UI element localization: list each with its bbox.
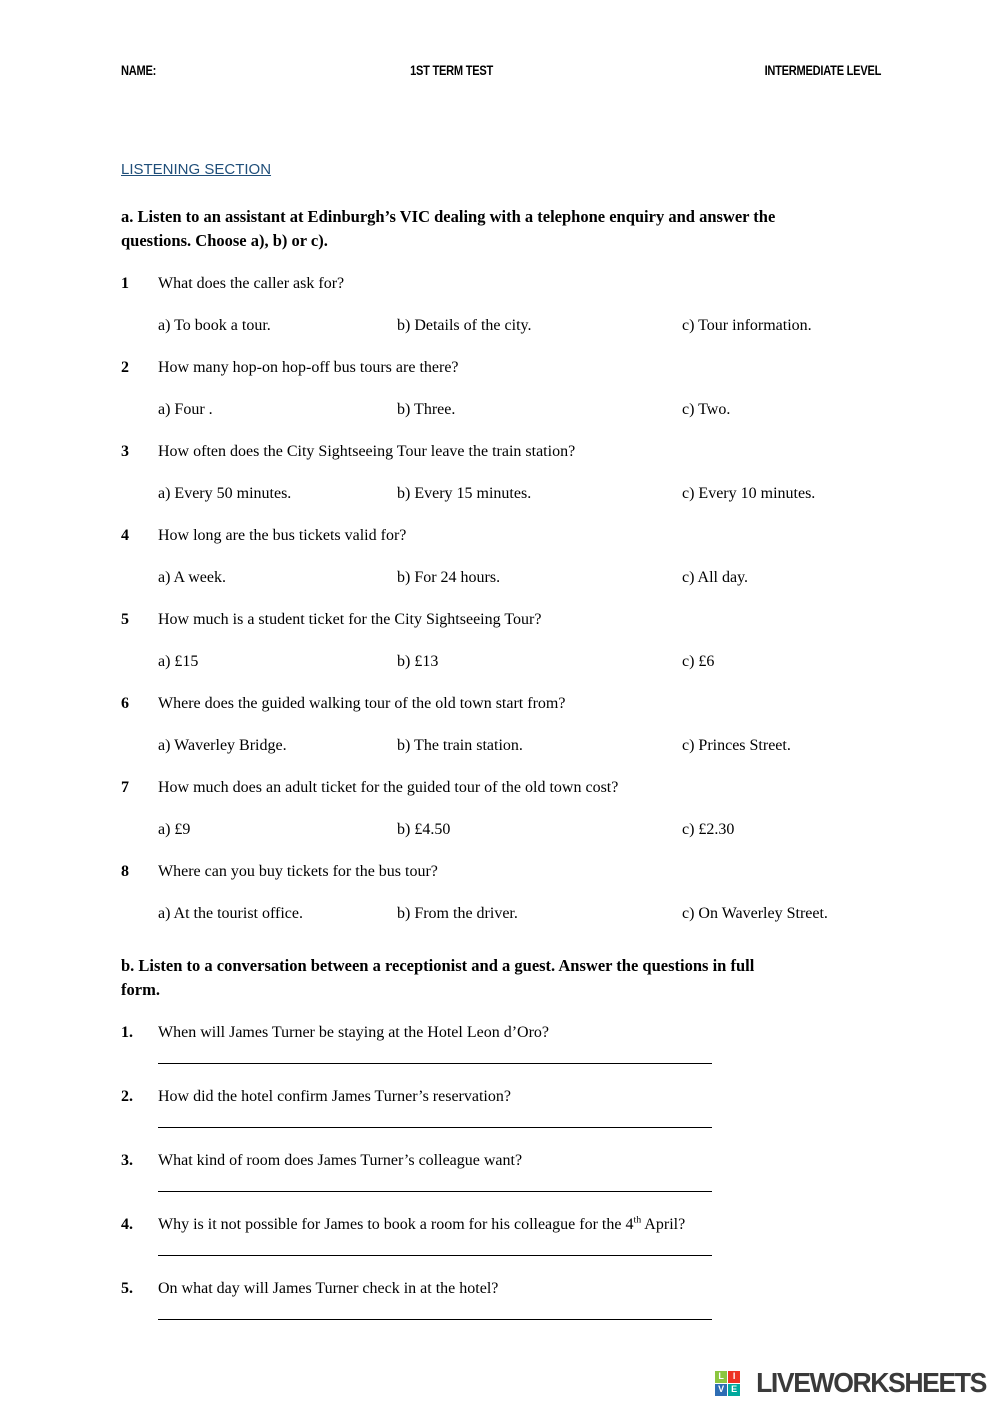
mcq-question-3 bbox=[121, 441, 881, 504]
mcq-question-4 bbox=[121, 525, 881, 588]
worksheet-content bbox=[121, 161, 881, 1342]
mcq-question-5 bbox=[121, 609, 881, 672]
open-question-2 bbox=[121, 1086, 881, 1128]
question-text-pre: On what day will James Turner check in at the hotel? bbox=[158, 1280, 499, 1297]
option-b[interactable]: b) Three. bbox=[397, 401, 456, 418]
option-a[interactable]: a) Every 50 minutes. bbox=[158, 485, 292, 502]
question-text-pre: What kind of room does James Turner’s colleague want? bbox=[158, 1152, 523, 1169]
option-c[interactable]: c) £6 bbox=[682, 653, 715, 670]
question-text-pre: Why is it not possible for James to book a room for his colleague for the 4 bbox=[158, 1216, 634, 1233]
option-b[interactable]: b) £4.50 bbox=[397, 821, 451, 838]
mcq-question-2 bbox=[121, 357, 881, 420]
question-number: 5 bbox=[121, 611, 129, 628]
question-number: 8 bbox=[121, 863, 129, 880]
question-number: 2 bbox=[121, 359, 129, 376]
open-question-4 bbox=[121, 1214, 881, 1256]
question-number: 2. bbox=[121, 1088, 133, 1105]
part-b-instructions bbox=[121, 954, 881, 1002]
question-text-pre: When will James Turner be staying at the Hotel Leon d’Oro? bbox=[158, 1024, 550, 1041]
question-text: How much does an adult ticket for the guided tour of the old town cost? bbox=[158, 779, 619, 796]
option-a[interactable]: a) A week. bbox=[158, 569, 226, 586]
question-number: 4. bbox=[121, 1216, 133, 1233]
logo-cell-v: V bbox=[715, 1384, 727, 1396]
option-a[interactable]: a) Waverley Bridge. bbox=[158, 737, 287, 754]
logo-cell-i: I bbox=[728, 1371, 740, 1383]
question-text: How much is a student ticket for the City Sightseeing Tour? bbox=[158, 611, 542, 628]
answer-blank-line[interactable] bbox=[158, 1299, 712, 1320]
logo-cell-e: E bbox=[728, 1384, 740, 1396]
open-question-5 bbox=[121, 1278, 881, 1320]
mcq-question-6 bbox=[121, 693, 881, 756]
part-b-instructions-line2: form. bbox=[121, 980, 160, 999]
name-label: NAME: bbox=[121, 63, 157, 78]
option-c[interactable]: c) £2.30 bbox=[682, 821, 735, 838]
option-b[interactable]: b) Every 15 minutes. bbox=[397, 485, 532, 502]
level-label: INTERMEDIATE LEVEL bbox=[764, 63, 881, 78]
option-c[interactable]: c) All day. bbox=[682, 569, 749, 586]
question-text bbox=[158, 1086, 881, 1107]
options-row bbox=[158, 315, 881, 336]
listening-section-title: LISTENING SECTION bbox=[121, 161, 272, 178]
page-header bbox=[121, 63, 881, 78]
options-row bbox=[158, 651, 881, 672]
option-a[interactable]: a) £9 bbox=[158, 821, 191, 838]
answer-blank-line[interactable] bbox=[158, 1043, 712, 1064]
option-c[interactable]: c) On Waverley Street. bbox=[682, 905, 828, 922]
question-text-pre: How did the hotel confirm James Turner’s reservation? bbox=[158, 1088, 511, 1105]
options-row bbox=[158, 735, 881, 756]
logo-cell-l: L bbox=[715, 1371, 727, 1383]
option-a[interactable]: a) £15 bbox=[158, 653, 199, 670]
option-c[interactable]: c) Princes Street. bbox=[682, 737, 791, 754]
question-text: How long are the bus tickets valid for? bbox=[158, 527, 407, 544]
option-a[interactable]: a) Four . bbox=[158, 401, 213, 418]
answer-blank-line[interactable] bbox=[158, 1171, 712, 1192]
question-number: 1 bbox=[121, 275, 129, 292]
question-number: 5. bbox=[121, 1280, 133, 1297]
question-text-post: April? bbox=[641, 1216, 686, 1233]
options-row bbox=[158, 567, 881, 588]
options-row bbox=[158, 903, 881, 924]
mcq-question-1 bbox=[121, 273, 881, 336]
open-question-1 bbox=[121, 1022, 881, 1064]
option-c[interactable]: c) Every 10 minutes. bbox=[682, 485, 816, 502]
option-c[interactable]: c) Two. bbox=[682, 401, 731, 418]
question-text bbox=[158, 1150, 881, 1171]
question-number: 3. bbox=[121, 1152, 133, 1169]
question-number: 6 bbox=[121, 695, 129, 712]
part-a-instructions bbox=[121, 205, 881, 253]
question-text: What does the caller ask for? bbox=[158, 275, 345, 292]
question-text: Where can you buy tickets for the bus tour? bbox=[158, 863, 438, 880]
option-b[interactable]: b) Details of the city. bbox=[397, 317, 532, 334]
question-text: Where does the guided walking tour of the old town start from? bbox=[158, 695, 566, 712]
answer-blank-line[interactable] bbox=[158, 1235, 712, 1256]
question-text-superscript: th bbox=[633, 1214, 642, 1226]
liveworksheets-footer bbox=[715, 1367, 986, 1399]
option-b[interactable]: b) The train station. bbox=[397, 737, 523, 754]
open-question-3 bbox=[121, 1150, 881, 1192]
option-b[interactable]: b) For 24 hours. bbox=[397, 569, 501, 586]
part-a-instructions-line1: a. Listen to an assistant at Edinburgh’s VIC dealing with a telephone enquiry and answer the bbox=[121, 207, 776, 226]
liveworksheets-logo-icon bbox=[715, 1371, 740, 1396]
mcq-question-7 bbox=[121, 777, 881, 840]
answer-blank-line[interactable] bbox=[158, 1107, 712, 1128]
options-row bbox=[158, 483, 881, 504]
test-title: 1ST TERM TEST bbox=[409, 63, 493, 78]
options-row bbox=[158, 819, 881, 840]
question-number: 4 bbox=[121, 527, 129, 544]
liveworksheets-brand: LIVEWORKSHEETS bbox=[756, 1367, 986, 1398]
option-a[interactable]: a) To book a tour. bbox=[158, 317, 271, 334]
question-number: 1. bbox=[121, 1024, 133, 1041]
option-a[interactable]: a) At the tourist office. bbox=[158, 905, 303, 922]
option-c[interactable]: c) Tour information. bbox=[682, 317, 812, 334]
part-a-instructions-line2: questions. Choose a), b) or c). bbox=[121, 231, 328, 250]
mcq-question-8 bbox=[121, 861, 881, 924]
options-row bbox=[158, 399, 881, 420]
question-text bbox=[158, 1022, 881, 1043]
question-number: 3 bbox=[121, 443, 129, 460]
option-b[interactable]: b) £13 bbox=[397, 653, 439, 670]
question-text bbox=[158, 1214, 881, 1235]
question-text: How many hop-on hop-off bus tours are there? bbox=[158, 359, 459, 376]
option-b[interactable]: b) From the driver. bbox=[397, 905, 518, 922]
question-text: How often does the City Sightseeing Tour leave the train station? bbox=[158, 443, 576, 460]
part-b-instructions-line1: b. Listen to a conversation between a receptionist and a guest. Answer the questions in full bbox=[121, 956, 755, 975]
question-number: 7 bbox=[121, 779, 129, 796]
question-text bbox=[158, 1278, 881, 1299]
